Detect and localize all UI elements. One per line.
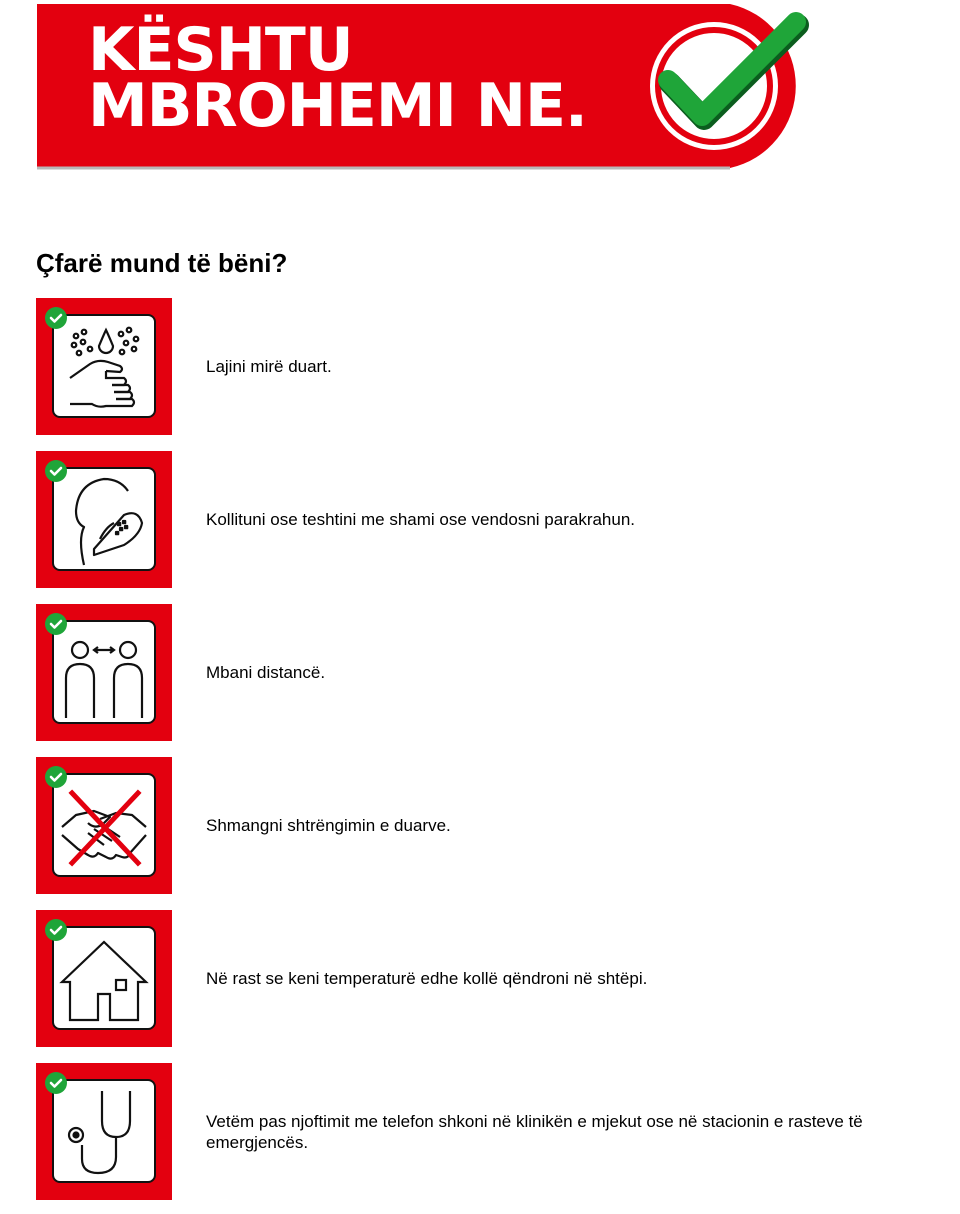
banner-title: [88, 15, 587, 141]
icon-frame: [52, 926, 156, 1030]
icon-box: [36, 451, 172, 588]
item-text: Lajini mirë duart.: [206, 357, 332, 376]
list-item-stay-home: [36, 910, 936, 1047]
list-item-no-handshake: [36, 757, 936, 894]
banner-title-line1: KËSHTU: [88, 15, 353, 85]
icon-frame: [52, 314, 156, 418]
check-badge-icon: [45, 1072, 67, 1094]
list-item-hand-washing: [36, 298, 936, 435]
icon-frame: [52, 620, 156, 724]
icon-box: [36, 298, 172, 435]
distance-icon: [54, 622, 154, 722]
icon-box: [36, 1063, 172, 1200]
list-item-cough: [36, 451, 936, 588]
check-badge-icon: [45, 919, 67, 941]
banner-title-line2: MBROHEMI NE.: [88, 71, 587, 141]
icon-frame: [52, 773, 156, 877]
house-icon: [54, 928, 154, 1028]
stethoscope-icon: [54, 1081, 154, 1181]
icon-frame: [52, 467, 156, 571]
hand-washing-icon: [54, 316, 154, 416]
cough-elbow-icon: [54, 469, 154, 569]
icon-frame: [52, 1079, 156, 1183]
no-handshake-icon: [54, 775, 154, 875]
list-item-doctor: [36, 1063, 936, 1200]
check-badge-icon: [45, 460, 67, 482]
check-badge-icon: [45, 766, 67, 788]
banner: [0, 0, 960, 180]
icon-box: [36, 910, 172, 1047]
item-text: Në rast se keni temperaturë edhe kollë qëndroni në shtëpi.: [206, 969, 648, 988]
list-item-distance: [36, 604, 936, 741]
item-text: Vetëm pas njoftimit me telefon shkoni në klinikën e mjekut ose në stacionin e rasteve të emergjencës.: [206, 1111, 863, 1152]
icon-box: [36, 604, 172, 741]
icon-box: [36, 757, 172, 894]
check-badge-icon: [45, 613, 67, 635]
item-text: Shmangni shtrëngimin e duarve.: [206, 816, 451, 835]
item-text: Mbani distancë.: [206, 663, 326, 682]
section-heading: Çfarë mund të bëni?: [36, 248, 288, 278]
item-text: Kollituni ose teshtini me shami ose vendosni parakrahun.: [206, 510, 636, 529]
check-badge-icon: [45, 307, 67, 329]
